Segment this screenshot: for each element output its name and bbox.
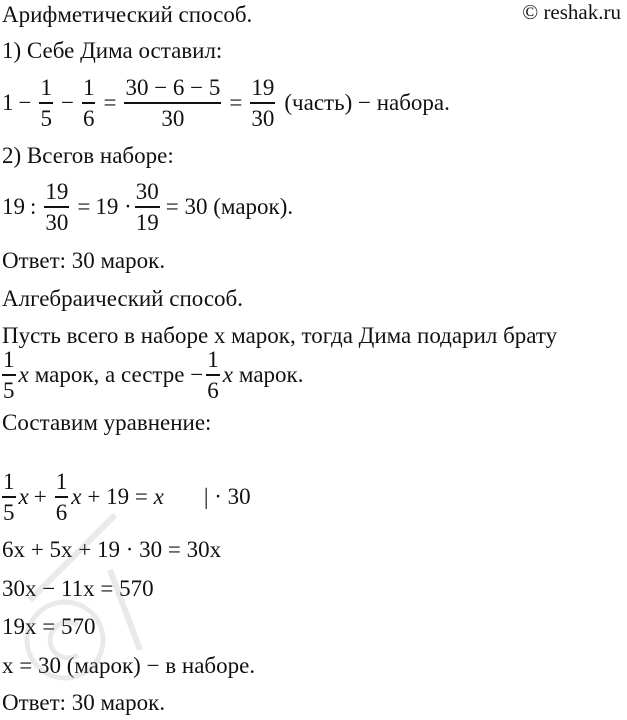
term: 1 bbox=[2, 89, 14, 115]
copyright-label: © reshak.ru bbox=[522, 0, 621, 24]
operator: = bbox=[103, 89, 117, 115]
arith-title: Арифметический способ. bbox=[2, 2, 253, 27]
fraction: $\frac{1}{5}$ bbox=[40, 75, 52, 131]
equation-1 bbox=[2, 76, 450, 130]
text: (часть) − набора. bbox=[284, 89, 450, 115]
fraction: $\frac{19}{30}$ bbox=[45, 179, 69, 235]
multiplier: | · 30 bbox=[203, 483, 251, 509]
text: = 30 (марок). bbox=[165, 193, 294, 219]
text: + 19 = bbox=[87, 483, 154, 509]
fraction: $\frac{30}{19}$ bbox=[135, 179, 159, 235]
fraction: $\frac{1}{5}$ bbox=[3, 469, 15, 525]
term: 19 bbox=[2, 193, 25, 219]
arith-answer: Ответ: 30 марок. bbox=[2, 248, 166, 273]
fraction: $\frac{30 - 6 - 5}{30}$ bbox=[125, 75, 221, 131]
operator: = bbox=[77, 193, 91, 219]
text: марок, а сестре − bbox=[34, 361, 204, 387]
alg-title: Алгебраический способ. bbox=[2, 286, 243, 311]
step-s3: 19x = 570 bbox=[2, 614, 96, 639]
alg-answer: Ответ: 30 марок. bbox=[2, 690, 166, 715]
step-s2: 30x − 11x = 570 bbox=[2, 576, 154, 601]
fraction: $\frac{1}{6}$ bbox=[82, 75, 95, 131]
step1-label: 1) Себе Дима оставил: bbox=[2, 38, 223, 63]
operator: = bbox=[229, 89, 243, 115]
variable: x bbox=[71, 483, 82, 509]
variable: x bbox=[18, 361, 29, 387]
operator: + bbox=[33, 483, 47, 509]
operator: − bbox=[60, 89, 74, 115]
equation-2 bbox=[2, 180, 293, 234]
step-s1: 6x + 5x + 19 · 30 = 30x bbox=[2, 537, 222, 562]
fraction: $\frac{1}{6}$ bbox=[207, 347, 219, 403]
equation-3 bbox=[2, 470, 251, 524]
fraction: $\frac{1}{6}$ bbox=[55, 469, 68, 525]
text: марок. bbox=[238, 361, 304, 387]
term: 19 · bbox=[95, 193, 132, 219]
fraction: $\frac{19}{30}$ bbox=[251, 75, 275, 131]
let-statement: Пусть всего в наборе x марок, тогда Дима подарил брату bbox=[2, 323, 558, 348]
fraction: $\frac{1}{5}$ bbox=[3, 347, 15, 403]
alg-line2 bbox=[2, 348, 303, 402]
operator: − bbox=[18, 89, 32, 115]
step-s4: x = 30 (марок) − в наборе. bbox=[2, 653, 256, 678]
variable: x bbox=[18, 483, 29, 509]
step2-label: 2) Всегов наборе: bbox=[2, 143, 174, 168]
variable: x bbox=[222, 361, 233, 387]
operator: : bbox=[30, 193, 37, 219]
compose-label: Составим уравнение: bbox=[2, 410, 212, 435]
variable: x bbox=[153, 483, 164, 509]
